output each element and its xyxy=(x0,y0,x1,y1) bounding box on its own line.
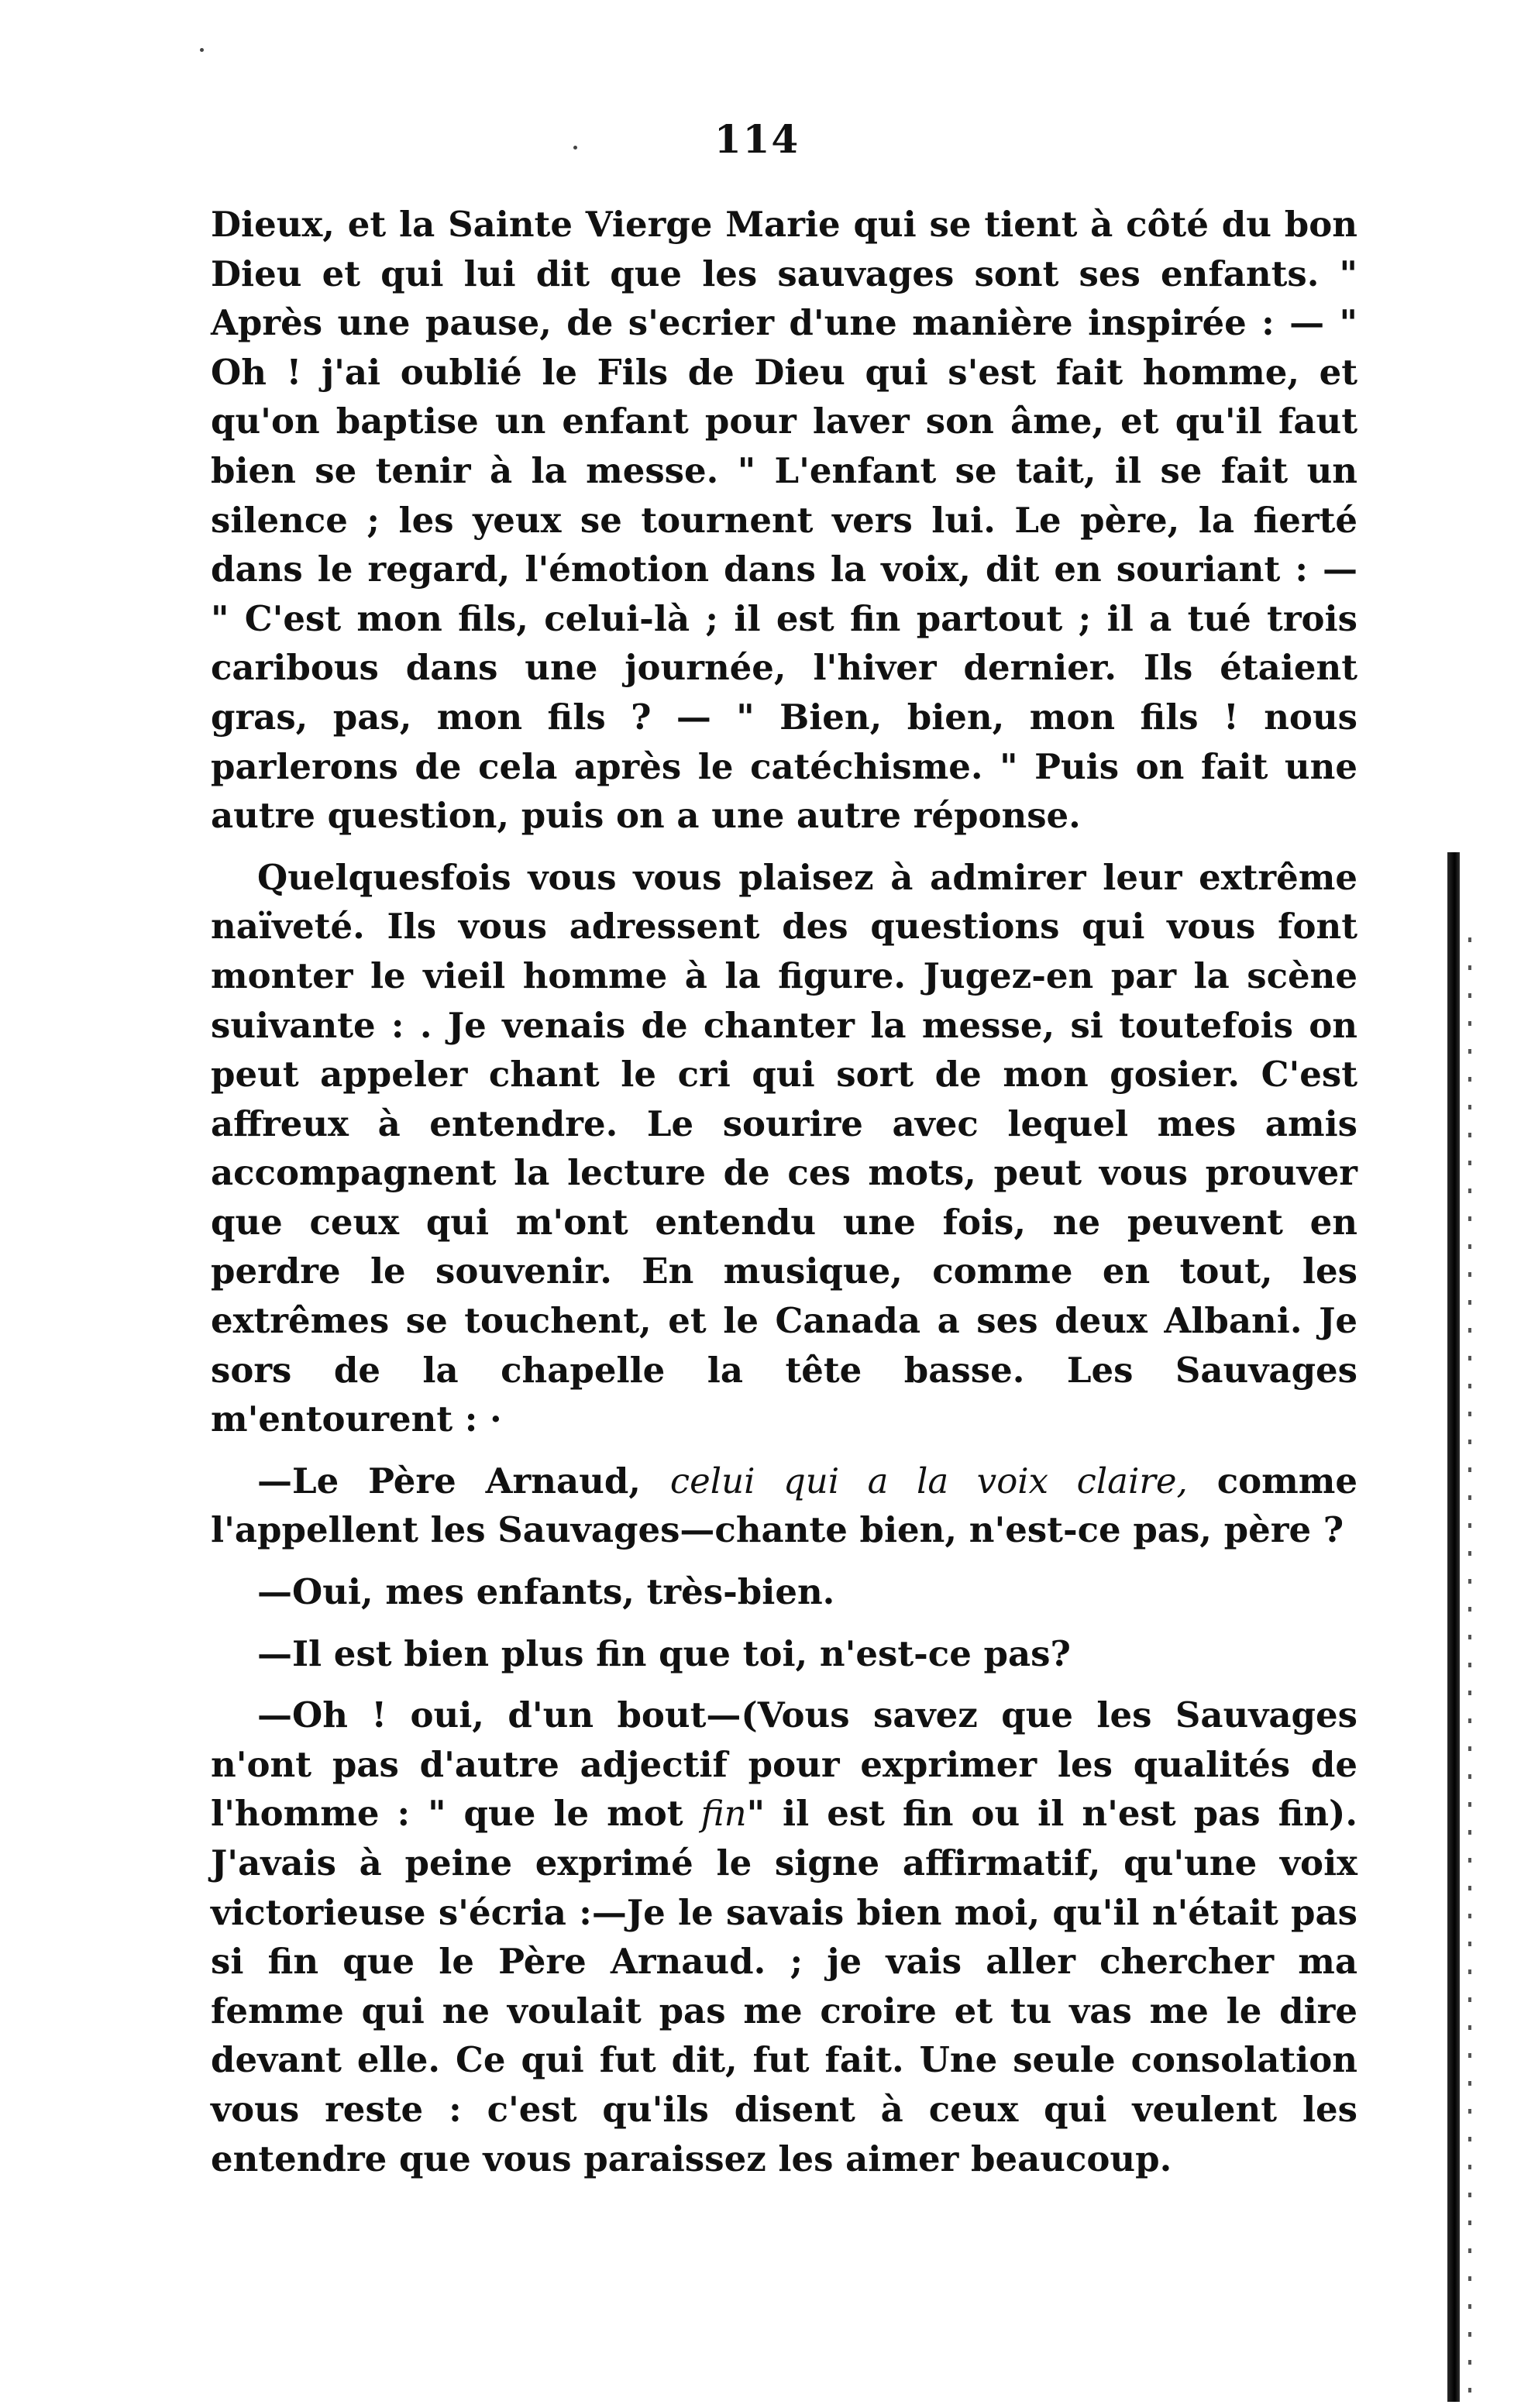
dialogue-oh-oui xyxy=(211,1691,1357,2183)
page-text xyxy=(211,200,1357,2183)
page-number: 114 xyxy=(714,116,800,162)
dialogue-plus-fin: —Il est bien plus fin que toi, n'est-ce pas? xyxy=(257,1632,1071,1674)
scan-speck xyxy=(573,146,577,150)
dialogue-oh-oui-end: " il est fin ou il n'est pas fin). J'avais à peine exprimé le signe affirmatif, qu'une voix victorieuse s'écria :—Je le savais bien moi, qu'il n'était pas si fin que le Père Arnaud. ; je vais aller chercher ma femme qui ne voulait pas me croire et tu vas me le dire devant elle. Ce qui fut dit, fut fait. Une seule consolation vous reste : c'est qu'ils disent à ceux qui veulent les entendre que vous paraissez les aimer beaucoup. xyxy=(211,1793,1357,2179)
dialogue-oui: —Oui, mes enfants, très-bien. xyxy=(257,1571,835,1613)
paragraph-2: Quelquesfois vous vous plaisez à admirer leur extrême naïveté. Ils vous adressent des questions qui vous font monter le vieil homme à la figure. Jugez-en par la scène suivante : . Je venais de chanter la messe, si toutefois on peut appeler chant le cri qui sort de mon gosier. C'est affreux à entendre. Le sourire avec lequel mes amis accompagnent la lecture de ces mots, peut vous prouver que ceux qui m'ont entendu une fois, ne peuvent en perdre le souvenir. En musique, comme en tout, les extrêmes se touchent, et le Canada a ses deux Albani. Je sors de la chapelle la tête basse. Les Sauvages m'entourent : · xyxy=(211,856,1357,1440)
scan-speck xyxy=(200,48,204,52)
binding-shadow xyxy=(1447,852,1460,2402)
dialogue-arnaud-italic: celui qui a la voix claire, xyxy=(669,1460,1188,1502)
dialogue-oh-oui-italic: fin xyxy=(700,1793,747,1835)
dialogue-oh-oui-start: —Oh ! oui, d'un bout—(Vous savez que les Sauvages n'ont pas d'autre adjectif pour exprimer les qualités de l'homme : " que le mot xyxy=(211,1694,1357,1835)
dialogue-arnaud-start: —Le Père Arnaud, xyxy=(257,1460,641,1502)
paragraph-1: Dieux, et la Sainte Vierge Marie qui se tient à côté du bon Dieu et qui lui dit que les sauvages sont ses enfants. " Après une pause, de s'ecrier d'une manière inspirée : — " Oh ! j'ai oublié le Fils de Dieu qui s'est fait homme, et qu'on baptise un enfant pour laver son âme, et qu'il faut bien se tenir à la messe. " L'enfant se tait, il se fait un silence ; les yeux se tournent vers lui. Le père, la fierté dans le regard, l'émotion dans la voix, dit en souriant : — " C'est mon fils, celui-là ; il est fin partout ; il a tué trois caribous dans une journée, l'hiver dernier. Ils étaient gras, pas, mon fils ? — " Bien, bien, mon fils ! nous parlerons de cela après le catéchisme. " Puis on fait une autre question, puis on a une autre réponse. xyxy=(211,204,1357,837)
binding-gutter-marks xyxy=(1468,937,1471,2394)
dialogue-arnaud-end: comme l'appellent les Sauvages—chante bien, n'est-ce pas, père ? xyxy=(211,1460,1357,1551)
dialogue-arnaud xyxy=(211,1457,1357,1555)
